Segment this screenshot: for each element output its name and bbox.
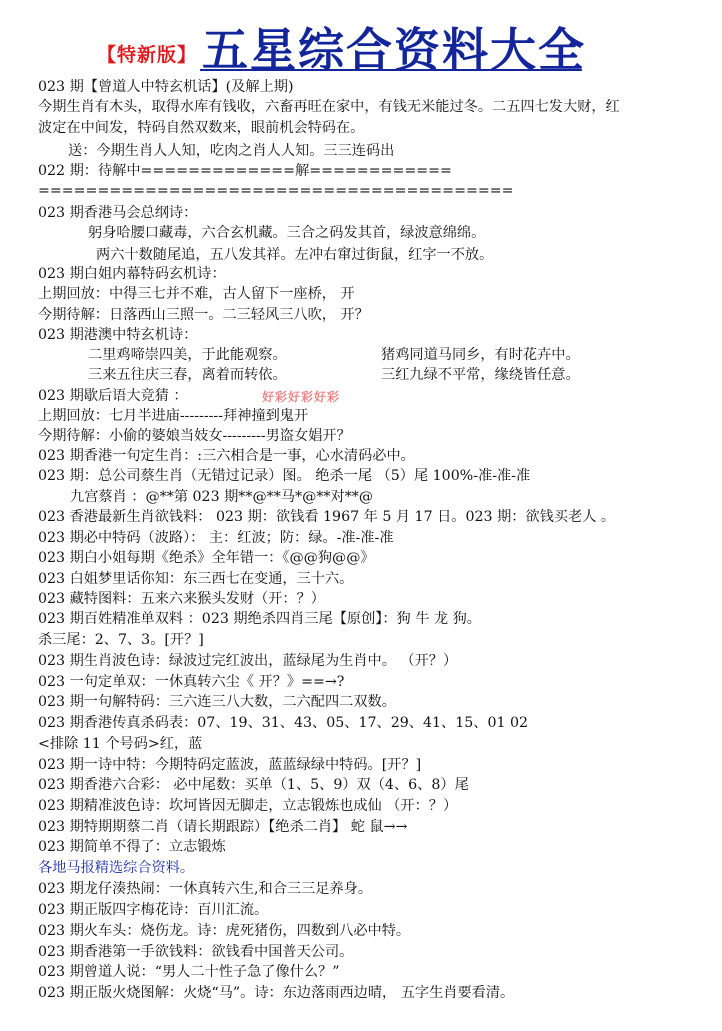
text-line: 023 一句定单双：一休真转六尘《 开？》==→? [38, 674, 345, 690]
text-line: 023 期龙仔湊热闹：一休真转六生,和合三三足养身。 [38, 881, 373, 897]
text-line: 三来五往庆三春，离着而转依。 [88, 367, 287, 383]
text-line: <排除 11 个号码>红，蓝 [38, 736, 203, 752]
text-line: 023 期正版火烧图解：火烧“马”。诗：东边落雨西边晴， 五字生肖要看清。 [38, 985, 515, 1001]
stamp-text: 好彩好彩好彩 [262, 390, 341, 404]
title-underline [200, 69, 582, 71]
text-line: 023 期火车头：烧伤龙。诗：虎死猪伤，四数到八必中特。 [38, 923, 411, 939]
text-line: 023 藏特图料：五来六来猴头发财（开：？） [38, 591, 325, 607]
text-line: 三红九绿不平常，缘绕皆任意。 [381, 367, 580, 383]
divider-line: ======================================== [38, 183, 514, 199]
text-line: 两六十数随尾追，五八发其祥。左冲右窜过街鼠，红字一不放。 [96, 247, 494, 263]
text-line: 023 期生肖波色诗：绿波过完红波出，蓝绿尾为生肖中。 （开？） [38, 653, 458, 669]
text-line: 九宫蔡肖 ：@**第 023 期**@**马*@**对**@ [70, 489, 374, 505]
text-line: 上期回放：中得三七并不难，古人留下一座桥， 开 [38, 286, 355, 302]
text-line: 023 期歇后语大竞猜 ： [38, 388, 188, 404]
text-line: 023 期香港六合彩： 必中尾数：买单（1、5、9）双（4、6、8）尾 [38, 777, 469, 793]
page-title: 五星综合资料大全 [202, 23, 586, 77]
text-line: 023 期特期期蔡二肖（请长期跟踪）【绝杀二肖】 蛇 鼠→→ [38, 819, 408, 835]
text-line: 躬身哈腰口藏毒，六合玄机藏。三合之码发其首，绿波意绵绵。 [88, 225, 486, 241]
text-line: 023 期香港马会总纲诗： [38, 205, 198, 221]
text-line: 023 期简单不得了：立志锻炼 [38, 839, 226, 855]
text-line: 杀三尾：2、7、3。[开？] [38, 632, 204, 648]
text-line: 上期回放：七月半进庙---------拜神撞到鬼开 [38, 408, 309, 424]
text-line: 023 白姐梦里话你知：东三西七在变通，三十六。 [38, 571, 354, 587]
text-line: 023 期港澳中特玄机诗： [38, 327, 198, 343]
text-line: 波定在中间发，特码自然双数来，眼前机会特码在。 [38, 120, 365, 136]
text-line: 023 期香港传真杀码表：07、19、31、43、05、17、29、41、15、01 02 [38, 715, 529, 731]
text-line: 023 期一句解特码：三六连三八大数，二六配四二双数。 [38, 694, 396, 710]
text-line: 今期生肖有木头，取得水库有钱收，六畜再旺在家中，有钱无米能过冬。二五四七发大财，红 [38, 99, 620, 115]
text-line: 猪鸡同道马同乡，有时花卉中。 [381, 347, 580, 363]
text-line: 023 期白姐内幕特码玄机诗： [38, 266, 226, 282]
text-line: 023 期香港第一手欲钱料：欲钱看中国普天公司。 [38, 944, 354, 960]
text-line: 023 期香港一句定生肖：:三六相合是一事，心水清码必中。 [38, 448, 415, 464]
text-line: 023 期百姓精准单双料 ：023 期绝杀四肖三尾【原创】：狗 牛 龙 狗。 [38, 611, 481, 627]
text-line: 023 期：总公司蔡生肖（无错过记录）图。 绝杀一尾 （5）尾 100%-准-准-准 [38, 468, 531, 484]
text-line: 023 期白小姐每期《绝杀》全年错一：《@@狗@@》 [38, 550, 375, 566]
text-line: 今期待解：小偷的婆娘当妓女---------男盗女娼开？ [38, 428, 351, 444]
edition-tag: 【特新版】 [97, 44, 198, 66]
text-line: 023 期曾道人说：“男人二十性子急了像什么？” [38, 964, 340, 980]
text-line: 023 期一诗中特：今期特码定蓝波，蓝蓝绿绿中特码。[开？] [38, 757, 422, 773]
text-line: 023 期精准波色诗：坎坷皆因无脚走，立志锻炼也成仙 （开：？） [38, 798, 458, 814]
text-line: 今期待解：日落西山三照一。二三轻风三八吹， 开？ [38, 307, 369, 323]
text-line: 023 期【曾道人中特玄机话】(及解上期) [38, 79, 294, 95]
header [0, 0, 722, 80]
text-line: 023 香港最新生肖欲钱料： 023 期：欲钱看 1967 年 5 月 17 日。023 期：欲钱买老人 。 [38, 509, 616, 525]
text-line: 二里鸡啼崇四美，于此能观察。 [88, 347, 287, 363]
section-heading: 各地马报精选综合资料。 [38, 860, 195, 876]
text-line: 023 期正版四字梅花诗：百川汇流。 [38, 902, 269, 918]
text-line: 023 期必中特码（波路）： 主：红波；防：绿。-准-准-准 [38, 530, 394, 546]
text-line: 022 期：待解中=============解============ [38, 163, 452, 179]
text-line: 送：今期生肖人人知，吃肉之肖人人知。三三连码出 [68, 143, 395, 159]
